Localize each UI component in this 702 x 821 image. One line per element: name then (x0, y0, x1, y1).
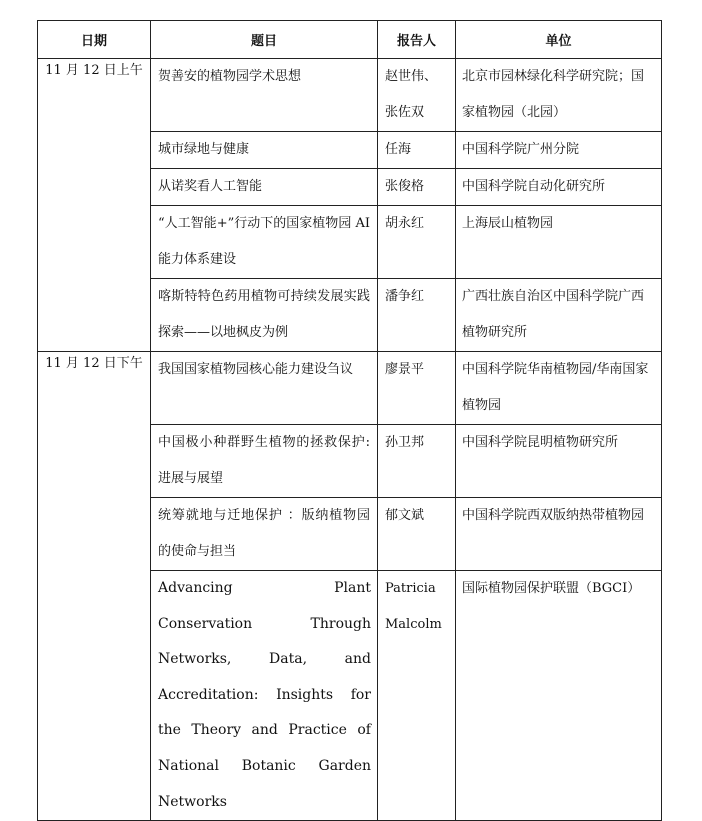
talk-title (151, 425, 378, 498)
session-date-morning: 11 月 12 日上午 (38, 59, 151, 352)
talk-title-text: 城市绿地与健康 (158, 142, 250, 157)
talk-speaker (378, 169, 456, 206)
talk-title-text: Advancing Plant Conservation Through Networks, Data, and Accreditation: Insights for the Theory and Practice of National Botanic Garden Networks (158, 580, 371, 810)
talk-title (151, 59, 378, 132)
talk-title (151, 206, 378, 279)
talk-speaker-text: 廖景平 (385, 362, 425, 377)
schedule-table (37, 20, 662, 821)
table-row (38, 352, 662, 425)
talk-unit-text: 上海辰山植物园 (462, 216, 554, 231)
talk-unit (456, 498, 662, 571)
talk-unit-text: 中国科学院自动化研究所 (462, 179, 606, 194)
talk-speaker (378, 425, 456, 498)
header-date: 日期 (38, 21, 151, 59)
talk-unit-text: 中国科学院西双版纳热带植物园 (462, 508, 645, 523)
talk-speaker (378, 59, 456, 132)
talk-speaker (378, 132, 456, 169)
talk-unit (456, 59, 662, 132)
talk-unit (456, 132, 662, 169)
talk-title-text: 中国极小种群野生植物的拯救保护: 进展与展望 (158, 435, 370, 486)
talk-unit-text: 广西壮族自治区中国科学院广西植物研究所 (462, 289, 645, 340)
talk-unit-text: 中国科学院昆明植物研究所 (462, 435, 619, 450)
talk-speaker-text: 任海 (385, 142, 412, 157)
header-row (38, 21, 662, 59)
talk-speaker-text: 潘争红 (385, 289, 425, 304)
talk-speaker (378, 571, 456, 821)
talk-title-text: 统筹就地与迁地保护 ：版纳植物园的使命与担当 (158, 508, 370, 559)
talk-speaker (378, 279, 456, 352)
session-date-afternoon: 11 月 12 日下午 (38, 352, 151, 821)
talk-title-text: 贺善安的植物园学术思想 (158, 69, 302, 84)
talk-speaker (378, 352, 456, 425)
talk-speaker-line2: 张佐双 (385, 105, 425, 120)
talk-title (151, 279, 378, 352)
talk-unit (456, 352, 662, 425)
talk-speaker (378, 206, 456, 279)
talk-title (151, 132, 378, 169)
table-row (38, 59, 662, 132)
talk-unit (456, 206, 662, 279)
talk-speaker-text: 胡永红 (385, 216, 425, 231)
talk-title (151, 571, 378, 821)
talk-title (151, 352, 378, 425)
talk-unit-text: 国际植物园保护联盟（BGCI） (462, 581, 641, 596)
talk-title-text: 从诺奖看人工智能 (158, 179, 263, 194)
header-title: 题目 (151, 21, 378, 59)
talk-speaker-line2: Malcolm (385, 616, 442, 632)
header-unit: 单位 (456, 21, 662, 59)
talk-speaker-text: 郁文斌 (385, 508, 425, 523)
talk-unit (456, 279, 662, 352)
talk-unit-text: 中国科学院华南植物园/华南国家植物园 (462, 362, 649, 413)
talk-unit-text: 中国科学院广州分院 (462, 142, 580, 157)
talk-title-text: 喀斯特特色药用植物可持续发展实践探索——以地枫皮为例 (158, 289, 370, 340)
talk-speaker-line1: Patricia (385, 581, 436, 596)
header-speaker: 报告人 (378, 21, 456, 59)
talk-title (151, 169, 378, 206)
talk-unit (456, 425, 662, 498)
talk-unit-text: 北京市园林绿化科学研究院；国家植物园（北园） (462, 69, 645, 120)
talk-unit (456, 169, 662, 206)
talk-speaker (378, 498, 456, 571)
talk-unit (456, 571, 662, 821)
talk-title-text: “人工智能+”行动下的国家植物园 AI 能力体系建设 (158, 216, 370, 267)
talk-speaker-line1: 赵世伟、 (385, 69, 438, 84)
talk-title (151, 498, 378, 571)
talk-speaker-text: 孙卫邦 (385, 435, 425, 450)
talk-speaker-text: 张俊格 (385, 179, 425, 194)
talk-title-text: 我国国家植物园核心能力建设刍议 (158, 362, 354, 377)
